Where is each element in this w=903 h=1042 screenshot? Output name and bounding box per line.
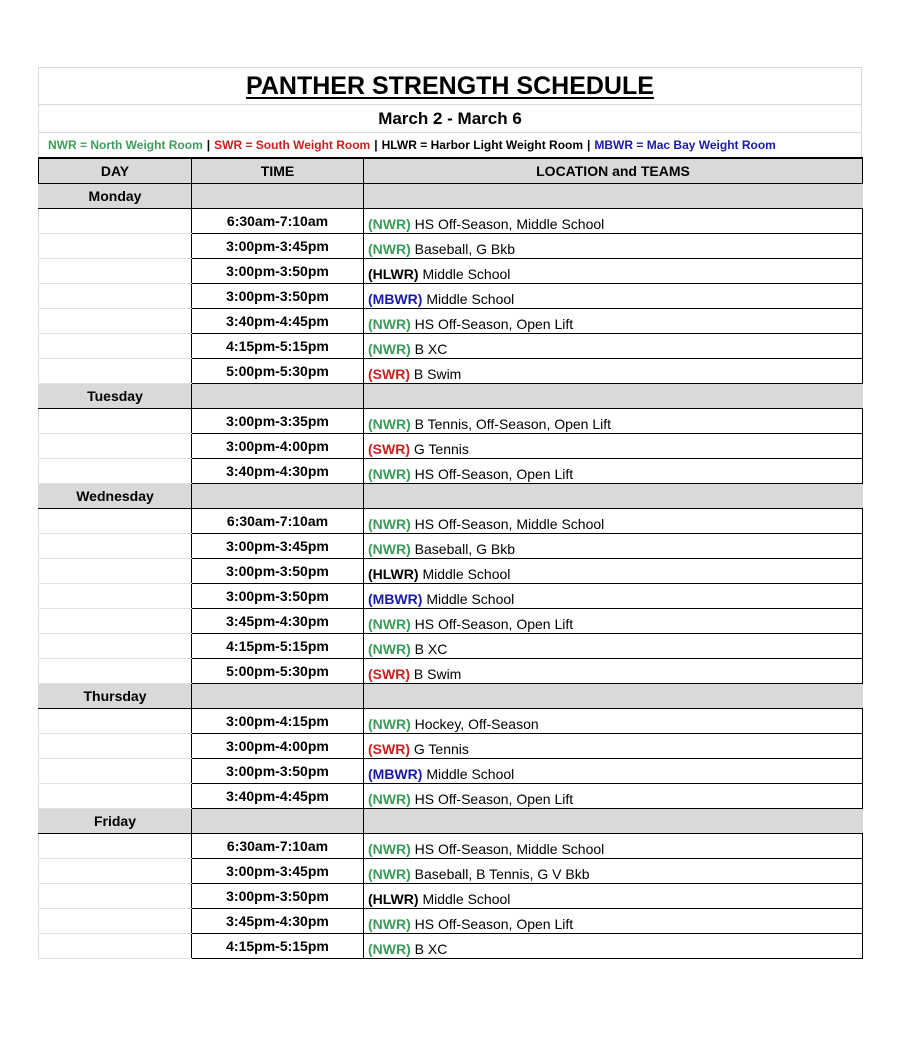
day-blank-cell: [39, 509, 192, 534]
day-row-location-blank: [364, 809, 863, 834]
teams-text: B Swim: [413, 666, 462, 682]
day-blank-cell: [39, 584, 192, 609]
day-blank-cell: [39, 634, 192, 659]
time-cell: 3:00pm-3:50pm: [192, 559, 364, 584]
room-code: (NWR): [368, 716, 411, 732]
time-cell: 3:00pm-4:15pm: [192, 709, 364, 734]
date-range-row: [38, 104, 862, 132]
table-row: [39, 284, 863, 309]
time-cell: 6:30am-7:10am: [192, 834, 364, 859]
teams-text: B XC: [414, 641, 448, 657]
day-label: Tuesday: [39, 384, 192, 409]
teams-text: Baseball, G Bkb: [414, 241, 516, 257]
day-blank-cell: [39, 759, 192, 784]
day-label: Friday: [39, 809, 192, 834]
day-row-time-blank: [192, 809, 364, 834]
legend-separator: |: [374, 138, 378, 152]
time-cell: 3:00pm-3:45pm: [192, 859, 364, 884]
location-cell: [364, 609, 863, 634]
day-blank-cell: [39, 209, 192, 234]
day-row-time-blank: [192, 484, 364, 509]
day-row-tuesday: [39, 384, 863, 409]
time-cell: 3:00pm-4:00pm: [192, 434, 364, 459]
table-row: [39, 559, 863, 584]
day-row-location-blank: [364, 684, 863, 709]
table-row: [39, 209, 863, 234]
day-row-time-blank: [192, 184, 364, 209]
day-blank-cell: [39, 434, 192, 459]
location-cell: [364, 284, 863, 309]
room-code: (NWR): [368, 841, 411, 857]
room-code: (NWR): [368, 316, 411, 332]
room-legend: [38, 132, 862, 157]
location-cell: [364, 584, 863, 609]
schedule-body: [39, 184, 863, 959]
table-row: [39, 784, 863, 809]
teams-text: HS Off-Season, Middle School: [414, 216, 605, 232]
room-code: (NWR): [368, 916, 411, 932]
table-row: [39, 309, 863, 334]
day-blank-cell: [39, 834, 192, 859]
teams-text: HS Off-Season, Open Lift: [414, 791, 574, 807]
time-cell: 6:30am-7:10am: [192, 509, 364, 534]
time-cell: 4:15pm-5:15pm: [192, 934, 364, 959]
table-row: [39, 234, 863, 259]
location-cell: [364, 534, 863, 559]
day-row-wednesday: [39, 484, 863, 509]
table-row: [39, 859, 863, 884]
day-blank-cell: [39, 534, 192, 559]
teams-text: G Tennis: [413, 441, 469, 457]
table-row: [39, 584, 863, 609]
location-cell: [364, 709, 863, 734]
room-code: (SWR): [368, 741, 410, 757]
table-row: [39, 434, 863, 459]
schedule-table: [38, 157, 863, 959]
teams-text: Middle School: [422, 566, 511, 582]
time-cell: 5:00pm-5:30pm: [192, 659, 364, 684]
room-code: (NWR): [368, 466, 411, 482]
teams-text: HS Off-Season, Open Lift: [414, 466, 574, 482]
time-cell: 3:00pm-3:50pm: [192, 759, 364, 784]
teams-text: B XC: [414, 941, 448, 957]
table-row: [39, 334, 863, 359]
day-blank-cell: [39, 609, 192, 634]
day-blank-cell: [39, 709, 192, 734]
room-code: (NWR): [368, 516, 411, 532]
time-cell: 3:00pm-3:50pm: [192, 284, 364, 309]
room-code: (NWR): [368, 866, 411, 882]
room-code: (MBWR): [368, 591, 423, 607]
legend-item-hlwr: HLWR = Harbor Light Weight Room: [381, 138, 584, 152]
table-row: [39, 934, 863, 959]
teams-text: Hockey, Off-Season: [414, 716, 539, 732]
day-blank-cell: [39, 284, 192, 309]
room-code: (SWR): [368, 441, 410, 457]
day-row-monday: [39, 184, 863, 209]
day-blank-cell: [39, 659, 192, 684]
table-row: [39, 634, 863, 659]
room-code: (MBWR): [368, 291, 423, 307]
location-cell: [364, 259, 863, 284]
room-code: (NWR): [368, 616, 411, 632]
time-cell: 3:00pm-3:50pm: [192, 584, 364, 609]
room-code: (NWR): [368, 541, 411, 557]
day-blank-cell: [39, 409, 192, 434]
table-row: [39, 534, 863, 559]
location-cell: [364, 734, 863, 759]
table-row: [39, 909, 863, 934]
date-range: March 2 - March 6: [378, 108, 522, 128]
table-row: [39, 259, 863, 284]
location-cell: [364, 509, 863, 534]
legend-item-swr: SWR = South Weight Room: [214, 138, 371, 152]
title-row: [38, 67, 862, 104]
day-label: Monday: [39, 184, 192, 209]
time-cell: 3:45pm-4:30pm: [192, 909, 364, 934]
time-cell: 4:15pm-5:15pm: [192, 634, 364, 659]
time-cell: 3:00pm-3:45pm: [192, 534, 364, 559]
table-row: [39, 834, 863, 859]
teams-text: HS Off-Season, Middle School: [414, 516, 605, 532]
table-row: [39, 759, 863, 784]
location-cell: [364, 559, 863, 584]
time-cell: 3:00pm-3:50pm: [192, 259, 364, 284]
legend-separator: |: [587, 138, 591, 152]
legend-item-nwr: NWR = North Weight Room: [48, 138, 203, 152]
table-row: [39, 459, 863, 484]
day-row-location-blank: [364, 484, 863, 509]
day-blank-cell: [39, 359, 192, 384]
page-title: PANTHER STRENGTH SCHEDULE: [246, 71, 654, 100]
room-code: (MBWR): [368, 766, 423, 782]
schedule-sheet: [38, 67, 862, 959]
teams-text: Middle School: [426, 591, 515, 607]
day-blank-cell: [39, 259, 192, 284]
location-cell: [364, 359, 863, 384]
location-cell: [364, 934, 863, 959]
day-blank-cell: [39, 459, 192, 484]
day-label: Thursday: [39, 684, 192, 709]
time-cell: 3:40pm-4:30pm: [192, 459, 364, 484]
day-row-time-blank: [192, 684, 364, 709]
table-row: [39, 884, 863, 909]
day-blank-cell: [39, 559, 192, 584]
room-code: (HLWR): [368, 266, 419, 282]
teams-text: G Tennis: [413, 741, 469, 757]
day-row-friday: [39, 809, 863, 834]
legend-item-mbwr: MBWR = Mac Bay Weight Room: [594, 138, 776, 152]
teams-text: B XC: [414, 341, 448, 357]
time-cell: 5:00pm-5:30pm: [192, 359, 364, 384]
day-blank-cell: [39, 734, 192, 759]
location-cell: [364, 209, 863, 234]
table-row: [39, 409, 863, 434]
day-blank-cell: [39, 334, 192, 359]
day-blank-cell: [39, 234, 192, 259]
location-cell: [364, 634, 863, 659]
day-blank-cell: [39, 859, 192, 884]
column-header-row: [39, 158, 863, 184]
room-code: (HLWR): [368, 891, 419, 907]
room-code: (NWR): [368, 791, 411, 807]
teams-text: Middle School: [422, 891, 511, 907]
table-row: [39, 359, 863, 384]
location-cell: [364, 659, 863, 684]
time-cell: 3:00pm-4:00pm: [192, 734, 364, 759]
day-blank-cell: [39, 934, 192, 959]
column-header-location: LOCATION and TEAMS: [364, 158, 863, 184]
location-cell: [364, 834, 863, 859]
room-code: (NWR): [368, 216, 411, 232]
day-blank-cell: [39, 884, 192, 909]
teams-text: Middle School: [426, 291, 515, 307]
day-row-location-blank: [364, 384, 863, 409]
time-cell: 3:40pm-4:45pm: [192, 784, 364, 809]
column-header-day: DAY: [39, 158, 192, 184]
room-code: (SWR): [368, 666, 410, 682]
table-row: [39, 709, 863, 734]
location-cell: [364, 409, 863, 434]
location-cell: [364, 234, 863, 259]
room-code: (NWR): [368, 341, 411, 357]
teams-text: B Swim: [413, 366, 462, 382]
time-cell: 3:45pm-4:30pm: [192, 609, 364, 634]
table-row: [39, 659, 863, 684]
location-cell: [364, 334, 863, 359]
teams-text: HS Off-Season, Open Lift: [414, 616, 574, 632]
teams-text: HS Off-Season, Open Lift: [414, 916, 574, 932]
time-cell: 3:00pm-3:45pm: [192, 234, 364, 259]
day-row-time-blank: [192, 384, 364, 409]
teams-text: Middle School: [422, 266, 511, 282]
location-cell: [364, 309, 863, 334]
location-cell: [364, 859, 863, 884]
time-cell: 3:00pm-3:35pm: [192, 409, 364, 434]
location-cell: [364, 459, 863, 484]
table-row: [39, 734, 863, 759]
time-cell: 4:15pm-5:15pm: [192, 334, 364, 359]
day-row-location-blank: [364, 184, 863, 209]
teams-text: HS Off-Season, Middle School: [414, 841, 605, 857]
day-blank-cell: [39, 909, 192, 934]
room-code: (HLWR): [368, 566, 419, 582]
teams-text: B Tennis, Off-Season, Open Lift: [414, 416, 612, 432]
location-cell: [364, 884, 863, 909]
day-label: Wednesday: [39, 484, 192, 509]
table-row: [39, 609, 863, 634]
location-cell: [364, 759, 863, 784]
time-cell: 6:30am-7:10am: [192, 209, 364, 234]
room-code: (NWR): [368, 241, 411, 257]
teams-text: Baseball, G Bkb: [414, 541, 516, 557]
time-cell: 3:00pm-3:50pm: [192, 884, 364, 909]
day-blank-cell: [39, 784, 192, 809]
legend-separator: |: [206, 138, 211, 152]
room-code: (NWR): [368, 641, 411, 657]
day-blank-cell: [39, 309, 192, 334]
teams-text: Baseball, B Tennis, G V Bkb: [414, 866, 590, 882]
location-cell: [364, 909, 863, 934]
location-cell: [364, 784, 863, 809]
table-row: [39, 509, 863, 534]
teams-text: HS Off-Season, Open Lift: [414, 316, 574, 332]
room-code: (NWR): [368, 416, 411, 432]
time-cell: 3:40pm-4:45pm: [192, 309, 364, 334]
column-header-time: TIME: [192, 158, 364, 184]
teams-text: Middle School: [426, 766, 515, 782]
room-code: (SWR): [368, 366, 410, 382]
location-cell: [364, 434, 863, 459]
day-row-thursday: [39, 684, 863, 709]
room-code: (NWR): [368, 941, 411, 957]
